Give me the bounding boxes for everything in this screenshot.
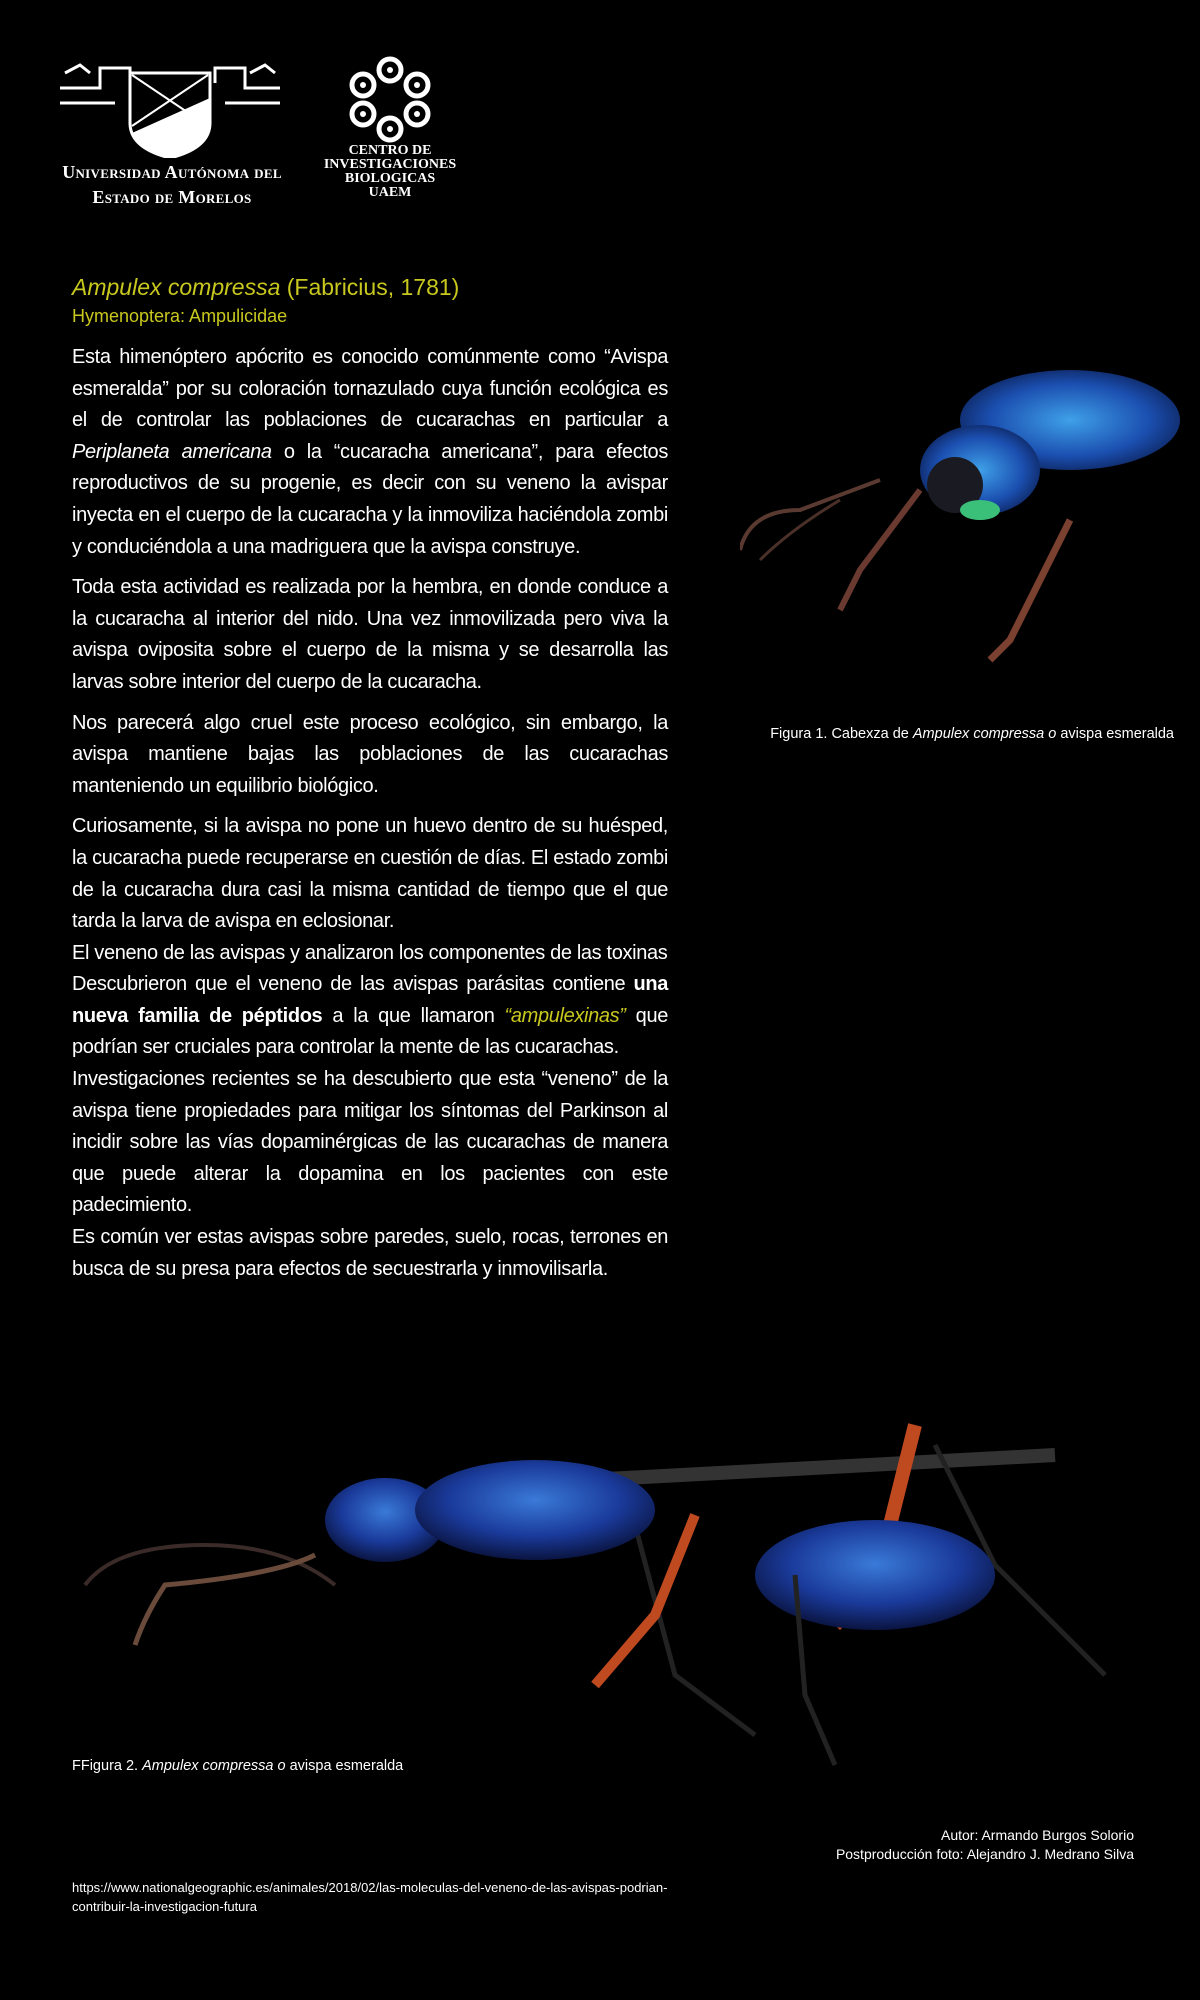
figure1-wasp-head-photo bbox=[740, 360, 1180, 700]
bold-text: una nueva familia de péptidos bbox=[72, 973, 668, 1027]
text: Esta himenóptero apócrito es conocido comúnmente como “Avispa esmeralda” por su coloración tornazulado cuya función ecológica es el de controlar las poblaciones de cucarachas en particular a bbox=[72, 346, 668, 432]
author-credit: Autor: Armando Burgos Solorio bbox=[941, 1827, 1134, 1843]
university-name-line1: Universidad Autónoma del bbox=[62, 162, 282, 182]
center-name-line: CENTRO DE bbox=[348, 143, 432, 158]
figure1-caption bbox=[728, 726, 1174, 742]
italic-text: Ampulex compressa o bbox=[142, 1758, 286, 1774]
source-url: https://www.nationalgeographic.es/animales/2018/02/las-moleculas-del-veneno-de-las-avispas-podrian-contribuir-la-investigacion-futura bbox=[72, 1880, 668, 1914]
text: avispa esmeralda bbox=[1056, 726, 1174, 742]
paragraph: Es común ver estas avispas sobre paredes, suelo, rocas, terrones en busca de su presa para efectos de secuestrarla y inmovilisarla. bbox=[72, 1226, 668, 1280]
research-center-name bbox=[315, 144, 465, 200]
figure2-wasp-side-photo bbox=[75, 1405, 1135, 1775]
text: avispa esmeralda bbox=[285, 1758, 404, 1774]
taxonomy: Hymenoptera: Ampulicidae bbox=[72, 306, 288, 326]
species-authority: (Fabricius, 1781) bbox=[280, 274, 460, 300]
text: que podrían ser cruciales para controlar la mente de las cucarachas. bbox=[72, 1004, 668, 1059]
center-name-line: INVESTIGACIONES bbox=[323, 157, 457, 172]
paragraph: El veneno de las avispas y analizaron los componentes de las toxinas bbox=[72, 941, 668, 964]
species-title bbox=[72, 274, 459, 301]
university-name-line2: Estado de Morelos bbox=[92, 187, 252, 207]
article-body bbox=[72, 342, 668, 1285]
paragraph bbox=[72, 342, 668, 563]
text: FFigura 2. bbox=[72, 1758, 143, 1774]
paragraph bbox=[72, 969, 668, 1064]
figure2-caption bbox=[72, 1758, 403, 1774]
italic-text: Ampulex compressa o bbox=[912, 726, 1057, 742]
species-name: Ampulex compressa bbox=[72, 274, 281, 300]
highlight-term: “ampulexinas” bbox=[504, 1004, 626, 1027]
paragraph: Toda esta actividad es realizada por la hembra, en donde conduce a la cucaracha al interior del nido. Una vez inmovilizada pero viva la avispa oviposita sobre el cuerpo de la misma y se desarrolla las larvas sobre interior del cuerpo de la cucaracha. bbox=[72, 576, 668, 693]
credits bbox=[836, 1826, 1134, 1864]
uaem-crest-logo bbox=[55, 48, 285, 158]
center-name-line: UAEM bbox=[368, 185, 412, 200]
photo-credit: Postproducción foto: Alejandro J. Medrano Silva bbox=[835, 1846, 1134, 1862]
center-name-line: BIOLOGICAS bbox=[344, 171, 436, 186]
text: o la “cucaracha americana”, para efectos reproductivos de su progenie, es decir con su veneno la avispar inyecta en el cuerpo de la cucaracha y la inmoviliza haciéndola zombi y conduciéndola a una madriguera que la avispa construye. bbox=[72, 440, 668, 558]
paragraph: Curiosamente, si la avispa no pone un huevo dentro de su huésped, la cucaracha puede recuperarse en cuestión de días. El estado zombi de la cucaracha dura casi la misma cantidad de tiempo que el que tarda la larva de avispa en eclosionar. bbox=[72, 815, 668, 933]
university-name bbox=[52, 160, 292, 210]
paragraph: Nos parecerá algo cruel este proceso ecológico, sin embargo, la avispa mantiene bajas las poblaciones de las cucarachas manteniendo un equilibrio biológico. bbox=[72, 711, 668, 797]
cib-spiral-logo bbox=[345, 52, 435, 144]
species-italic: Periplaneta americana bbox=[72, 440, 272, 463]
paragraph: Investigaciones recientes se ha descubierto que esta “veneno” de la avispa tiene propiedades para mitigar los síntomas del Parkinson al incidir sobre las vías dopaminérgicas de las cucarachas de manera que puede alterar la dopamina en los pacientes con este padecimiento. bbox=[72, 1068, 668, 1217]
text: Figura 1. Cabexza de bbox=[770, 726, 913, 742]
text: a la que llamaron bbox=[322, 1004, 505, 1027]
text: Descubrieron que el veneno de las avispas parásitas contiene bbox=[72, 973, 634, 996]
